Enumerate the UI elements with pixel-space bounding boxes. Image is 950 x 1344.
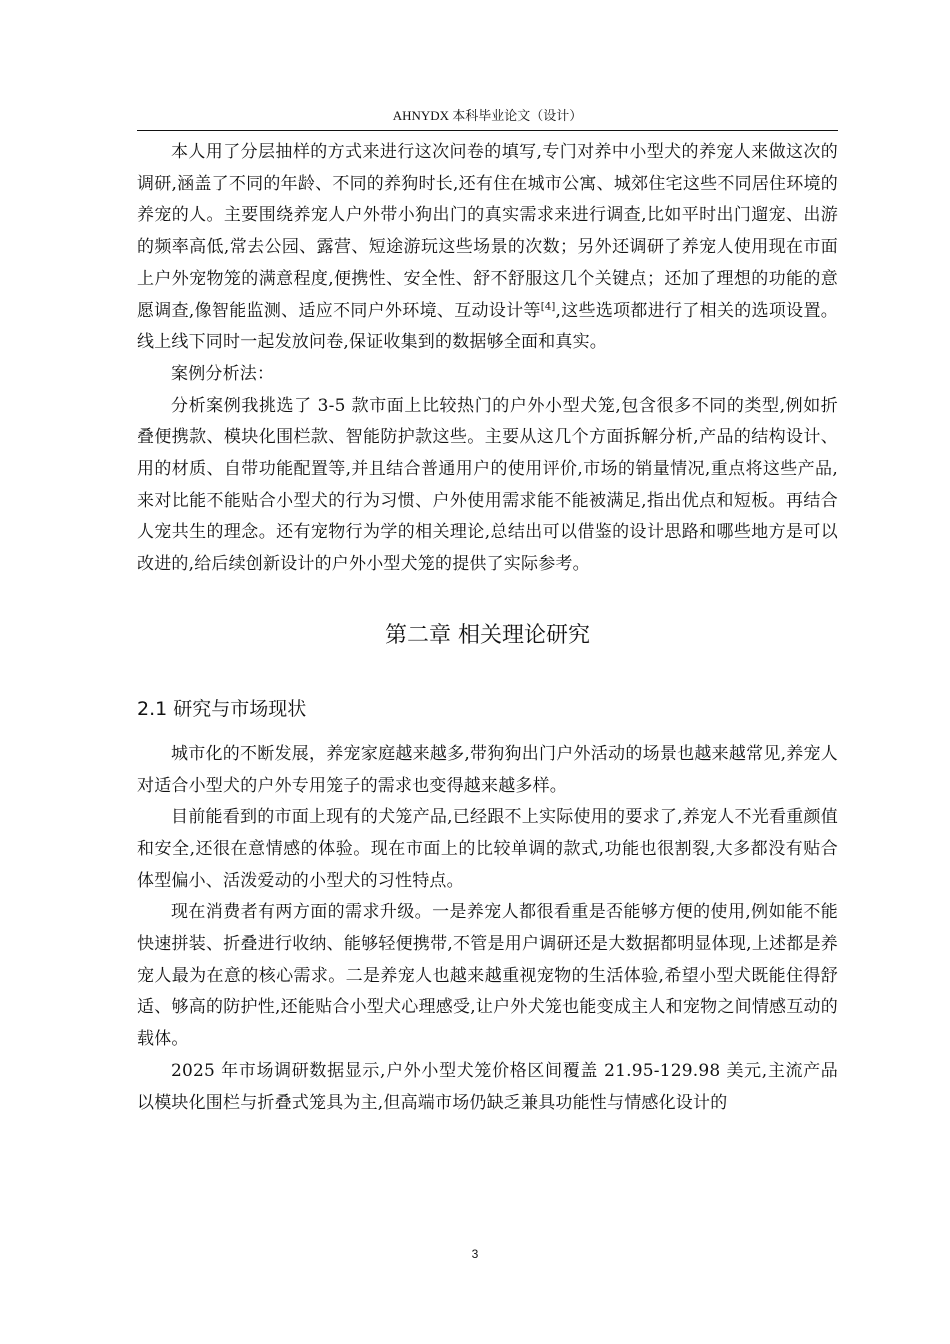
spacer: [137, 723, 838, 739]
running-header: AHNYDX 本科毕业论文（设计）: [392, 108, 583, 123]
paragraph-urbanization: 城市化的不断发展，养宠家庭越来越多,带狗狗出门户外活动的场景也越来越常见,养宠人对适合小型犬的户外专用笼子的需求也变得越来越多样。: [137, 743, 838, 796]
paragraph-survey-method: [137, 137, 838, 359]
paragraph-market-data: 2025 年市场调研数据显示,户外小型犬笼价格区间覆盖 21.95-129.98 美元,主流产品以模块化围栏与折叠式笼具为主,但高端市场仍缺乏兼具功能性与情感化设计的: [137, 1060, 838, 1113]
page-body: [137, 137, 838, 1119]
section-title: 2.1 研究与市场现状: [137, 697, 307, 720]
paragraph-case-analysis: 分析案例我挑选了 3-5 款市面上比较热门的户外小型犬笼,包含很多不同的类型,例如折叠便携款、模块化围栏款、智能防护款这些。主要从这几个方面拆解分析,产品的结构设计、用的材质、自带功能配置等,并且结合普通用户的使用评价,市场的销量情况,重点将这些产品,来对比能不能贴合小型犬的行为习惯、户外使用需求能不能被满足,指出优点和短板。再结合人宠共生的理念。还有宠物行为学的相关理论,总结出可以借鉴的设计思路和哪些地方是可以改进的,给后续创新设计的户外小型犬笼的提供了实际参考。: [137, 395, 838, 575]
spacer: [137, 651, 838, 695]
citation-reference: [4]: [540, 300, 556, 312]
page-number: 3: [471, 1247, 479, 1261]
spacer: [137, 581, 838, 621]
chapter-title: 第二章 相关理论研究: [385, 622, 590, 648]
paragraph-current-products: 目前能看到的市面上现有的犬笼产品,已经跟不上实际使用的要求了,养宠人不光看重颜值和安全,还很在意情感的体验。现在市面上的比较单调的款式,功能也很割裂,大多都没有贴合体型偏小、活泼爱动的小型犬的习性特点。: [137, 807, 838, 891]
paragraph-case-heading: 案例分析法：: [171, 363, 275, 384]
paragraph-text: 本人用了分层抽样的方式来进行这次问卷的填写,专门对养中小型犬的养宠人来做这次的调研,涵盖了不同的年龄、不同的养狗时长,还有住在城市公寓、城郊住宅这些不同居住环境的养宠的人。主要围绕养宠人户外带小狗出门的真实需求来进行调查,比如平时出门遛宠、出游的频率高低,常去公园、露营、短途游玩这些场景的次数；另外还调研了养宠人使用现在市面上户外宠物笼的满意程度,便携性、安全性、舒不舒服这几个关键点；还加了理想的功能的意愿调查,像智能监测、适应不同户外环境、互动设计等: [137, 142, 838, 321]
paragraph-consumer-demands: 现在消费者有两方面的需求升级。一是养宠人都很看重是否能够方便的使用,例如能不能快速拼装、折叠进行收纳、能够轻便携带,不管是用户调研还是大数据都明显体现,上述都是养宠人最为在意的核心需求。二是养宠人也越来越重视宠物的生活体验,希望小型犬既能住得舒适、够高的防护性,还能贴合小型犬心理感受,让户外犬笼也能变成主人和宠物之间情感互动的载体。: [137, 902, 838, 1050]
paragraph-text: ,这些选项都进行了相关的选项设置。线上线下同时一起发放问卷,保证收集到的数据够全面和真实。: [137, 300, 838, 353]
header-rule: [137, 130, 838, 131]
